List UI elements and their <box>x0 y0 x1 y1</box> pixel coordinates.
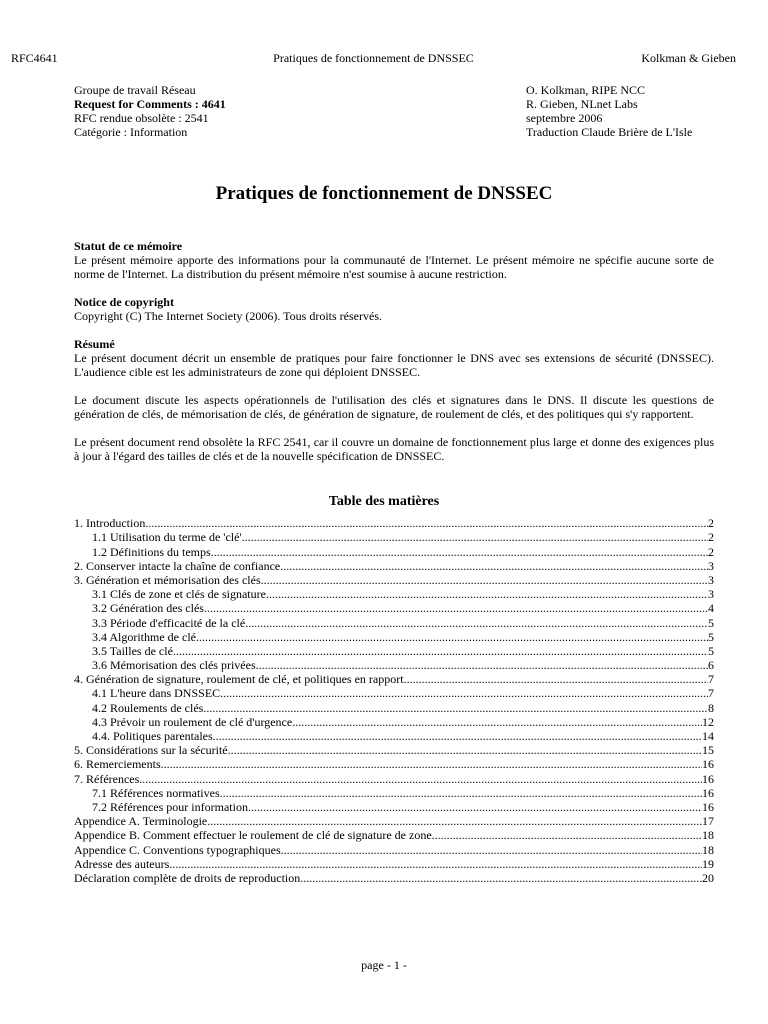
toc-entry-page: 7 <box>708 686 714 701</box>
toc-dot-leader <box>139 772 702 786</box>
toc-entry-title: 3.5 Tailles de clé <box>92 643 173 658</box>
toc-entry[interactable] <box>74 559 714 573</box>
toc-entry-title: 5. Considérations sur la sécurité <box>74 743 228 758</box>
toc-entry-title: 4.4. Politiques parentales <box>92 729 213 743</box>
toc-entry-page: 5 <box>708 629 714 644</box>
publication-date: septembre 2006 <box>526 111 603 125</box>
toc-entry-page: 16 <box>702 799 714 814</box>
toc-entry[interactable] <box>74 630 714 644</box>
toc-dot-leader <box>248 800 702 814</box>
rfc-number: Request for Comments : 4641 <box>74 97 226 111</box>
toc-entry-title: Appendice A. Terminologie <box>74 814 208 829</box>
toc-entry-page: 2 <box>708 516 714 531</box>
toc-entry-title: 1. Introduction <box>74 516 146 531</box>
toc-entry-title: 4.1 L'heure dans DNSSEC <box>92 686 221 701</box>
toc-entry-title: 1.1 Utilisation du terme de 'clé' <box>92 530 242 545</box>
working-group: Groupe de travail Réseau <box>74 83 196 97</box>
toc-entry-page: 8 <box>708 700 714 715</box>
toc-entry-page: 18 <box>702 828 714 843</box>
toc-entry-page: 17 <box>702 814 714 829</box>
toc-dot-leader <box>220 786 702 800</box>
page-footer: page - 1 - <box>361 958 407 972</box>
toc-dot-leader <box>245 616 708 630</box>
abstract-paragraph: Le document discute les aspects opérationnels de l'utilisation des clés et signatures dans le DNS. Il discute les questions de génération de clés, de mémorisation de clés, de génération de signature, de roulement de clés, et des politiques qui s'y rapportent. <box>74 393 714 421</box>
toc-entry[interactable] <box>74 828 714 842</box>
toc-entry[interactable] <box>74 686 714 700</box>
abstract-paragraph: Le présent document rend obsolète la RFC 2541, car il couvre un domaine de fonctionnement plus large et donne des exigences plus à jour à l'égard des tailles de clés et de la nouvelle spécification de DNSSEC. <box>74 435 714 463</box>
toc-dot-leader <box>207 814 702 828</box>
toc-entry-page: 3 <box>708 572 714 587</box>
toc-entry-title: 2. Conserver intacte la chaîne de confiance <box>74 558 281 573</box>
toc-entry-title: 3.2 Génération des clés <box>92 601 204 616</box>
toc-entry[interactable] <box>74 715 714 729</box>
author-1: O. Kolkman, RIPE NCC <box>526 83 646 97</box>
toc-entry-page: 16 <box>702 771 714 786</box>
toc-dot-leader <box>145 516 708 530</box>
toc-entry-page: 5 <box>708 615 714 630</box>
toc-entry-title: 3.4 Algorithme de clé <box>92 629 196 644</box>
toc-entry-title: 3.3 Période d'efficacité de la clé <box>92 615 246 630</box>
toc-entry-title: Appendice C. Conventions typographiques <box>74 842 281 857</box>
toc-entry[interactable] <box>74 842 714 856</box>
toc-entry-title: 3.1 Clés de zone et clés de signature <box>92 587 266 602</box>
toc-entry-title: 7.2 Références pour information <box>92 799 248 814</box>
toc-entry[interactable] <box>74 587 714 601</box>
toc-dot-leader <box>256 658 708 672</box>
status-text: Le présent mémoire apporte des informations pour la communauté de l'Internet. Le présent mémoire ne spécifie aucune sorte de norme de l'Internet. La distribution du présent mémoire n'est soumise à aucune restriction. <box>74 253 714 281</box>
toc-dot-leader <box>280 559 708 573</box>
toc-entry-page: 16 <box>702 785 714 800</box>
toc-entry[interactable] <box>74 857 714 871</box>
abstract-section <box>74 337 714 463</box>
toc-dot-leader <box>261 573 708 587</box>
toc-dot-leader <box>213 729 702 743</box>
toc-dot-leader <box>300 871 702 885</box>
toc-entry-title: Appendice B. Comment effectuer le roulement de clé de signature de zone <box>74 828 432 843</box>
copyright-section <box>74 295 714 323</box>
toc-dot-leader <box>203 701 708 715</box>
toc-dot-leader <box>196 630 708 644</box>
toc-dot-leader <box>228 743 702 757</box>
toc-entry-page: 20 <box>702 870 714 885</box>
toc-entry[interactable] <box>74 814 714 828</box>
toc-entry-title: 4.3 Prévoir un roulement de clé d'urgence <box>92 714 293 729</box>
toc-entry[interactable] <box>74 743 714 757</box>
toc-entry[interactable] <box>74 700 714 714</box>
toc-dot-leader <box>161 757 702 771</box>
toc-entry-page: 2 <box>708 544 714 559</box>
toc-entry[interactable] <box>74 601 714 615</box>
running-header-title: Pratiques de fonctionnement de DNSSEC <box>273 51 474 65</box>
abstract-heading: Résumé <box>74 337 115 351</box>
obsoletes: RFC rendue obsolète : 2541 <box>74 111 209 125</box>
toc-entry[interactable] <box>74 672 714 686</box>
toc-dot-leader <box>204 601 708 615</box>
toc-entry[interactable] <box>74 544 714 558</box>
toc-dot-leader <box>432 828 702 842</box>
toc-entry-page: 3 <box>708 587 714 602</box>
translator: Traduction Claude Brière de L'Isle <box>526 125 693 139</box>
toc-dot-leader <box>242 530 708 544</box>
toc-dot-leader <box>220 686 708 700</box>
copyright-text: Copyright (C) The Internet Society (2006). Tous droits réservés. <box>74 309 382 323</box>
header-right-column <box>526 83 692 139</box>
category: Catégorie : Information <box>74 125 188 139</box>
toc-entry-page: 6 <box>708 658 714 673</box>
toc-entry-page: 16 <box>702 757 714 772</box>
toc-entry-title: 7. Références <box>74 771 140 786</box>
running-header-rfc-number: RFC4641 <box>11 51 58 65</box>
toc-entry-page: 3 <box>708 558 714 573</box>
toc-entry-page: 15 <box>702 743 714 758</box>
table-of-contents <box>74 516 714 885</box>
toc-entry-page: 14 <box>702 729 714 743</box>
toc-title: Table des matières <box>328 494 440 509</box>
toc-entry-title: 6. Remerciements <box>74 757 161 772</box>
document-body <box>74 239 714 477</box>
toc-entry[interactable] <box>74 800 714 814</box>
status-section <box>74 239 714 281</box>
toc-dot-leader <box>281 843 702 857</box>
copyright-heading: Notice de copyright <box>74 295 174 309</box>
running-header <box>11 51 736 65</box>
toc-entry-page: 19 <box>702 856 714 871</box>
toc-entry[interactable] <box>74 516 714 530</box>
toc-dot-leader <box>292 715 702 729</box>
toc-entry[interactable] <box>74 573 714 587</box>
document-title: Pratiques de fonctionnement de DNSSEC <box>215 183 553 204</box>
toc-entry-page: 4 <box>708 601 714 616</box>
toc-entry[interactable] <box>74 530 714 544</box>
toc-dot-leader <box>266 587 708 601</box>
toc-entry[interactable] <box>74 658 714 672</box>
toc-entry-page: 2 <box>708 530 714 545</box>
author-2: R. Gieben, NLnet Labs <box>526 97 638 111</box>
header-left-column <box>74 83 226 139</box>
toc-entry[interactable] <box>74 771 714 785</box>
toc-entry[interactable] <box>74 644 714 658</box>
toc-entry-page: 18 <box>702 842 714 857</box>
toc-entry-title: 4. Génération de signature, roulement de clé, et politiques en rapport <box>74 672 404 687</box>
status-heading: Statut de ce mémoire <box>74 239 183 253</box>
toc-entry-page: 5 <box>708 643 714 658</box>
toc-entry-page: 7 <box>708 672 714 687</box>
toc-entry[interactable] <box>74 786 714 800</box>
toc-entry-title: Adresse des auteurs <box>74 856 170 871</box>
toc-entry-title: 7.1 Références normatives <box>92 785 220 800</box>
running-header-authors: Kolkman & Gieben <box>641 51 736 65</box>
toc-entry[interactable] <box>74 757 714 771</box>
toc-entry[interactable] <box>74 729 714 743</box>
toc-dot-leader <box>404 672 708 686</box>
abstract-paragraph: Le présent document décrit un ensemble de pratiques pour faire fonctionner le DNS avec ses extensions de sécurité (DNSSEC). L'audience cible est les administrateurs de zone qui déploient DNSSEC. <box>74 351 714 379</box>
toc-entry-page: 12 <box>702 714 714 729</box>
toc-dot-leader <box>211 545 708 559</box>
toc-dot-leader <box>169 857 702 871</box>
toc-entry-title: 3. Génération et mémorisation des clés <box>74 572 261 587</box>
toc-entry-title: 3.6 Mémorisation des clés privées <box>92 658 256 673</box>
toc-entry-title: Déclaration complète de droits de reproduction <box>74 870 301 885</box>
toc-entry[interactable] <box>74 871 714 885</box>
toc-entry[interactable] <box>74 615 714 629</box>
toc-entry-title: 1.2 Définitions du temps <box>92 544 211 559</box>
toc-entry-title: 4.2 Roulements de clés <box>92 700 204 715</box>
toc-dot-leader <box>173 644 708 658</box>
